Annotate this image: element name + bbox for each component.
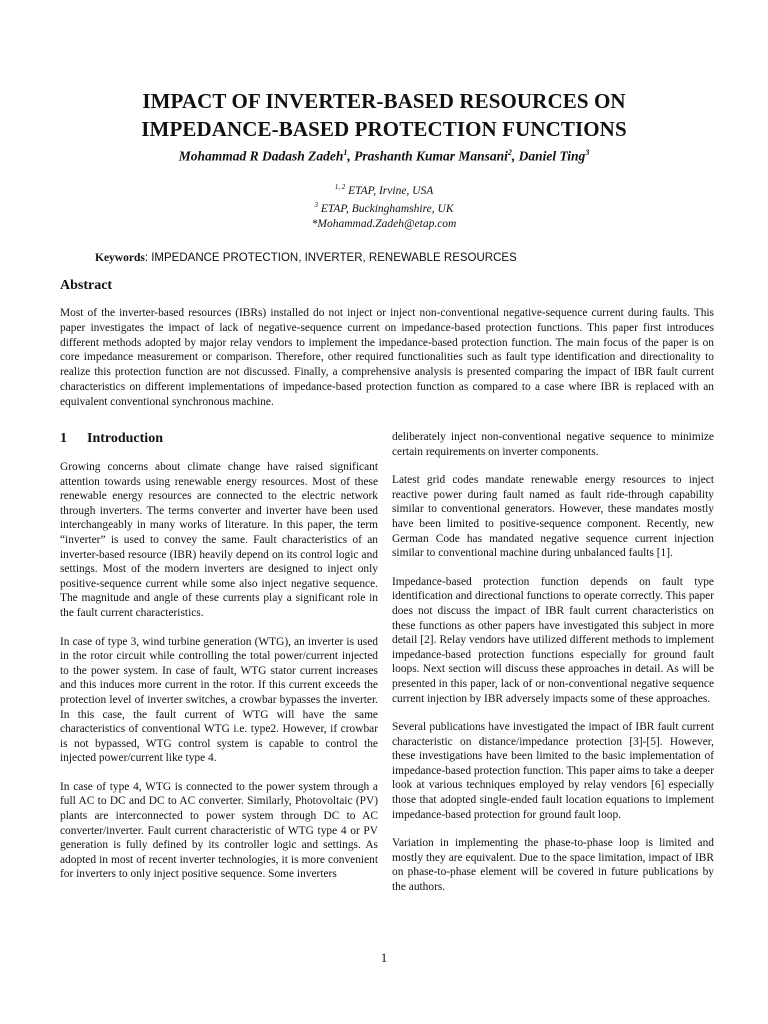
keywords-text: : IMPEDANCE PROTECTION, INVERTER, RENEWABLE RESOURCES	[144, 252, 517, 264]
body-paragraph: Growing concerns about climate change have raised significant attention towards using renewable energy resources. Most of these renewable energy resources are connected to the electric network through inverters. The terms converter and inverter have been used interchangeably in many works of literature. In this paper, the term “inverter” is used to convey the same. Fault characteristics of an inverter-based resource (IBR) heavily depend on its control logic and settings. Most of the modern inverters are designed to inject only positive-sequence current while some also inject negative sequence. The magnitude and angle of these currents play a significant role in the fault current characteristics.	[60, 461, 378, 619]
affiliation-text: ETAP, Buckinghamshire, UK	[317, 203, 454, 216]
author-name: Prashanth Kumar Mansani	[354, 148, 508, 164]
page-number: 1	[380, 950, 388, 965]
affiliations	[200, 180, 568, 231]
body-paragraph: In case of type 4, WTG is connected to the power system through a full AC to DC and DC to AC converter. Similarly, Photovoltaic (PV) plants are interconnected to power system through DC to AC converter/inverter. Fault current characteristic of WTG type 4 or PV generation is fully defined by its controller logic and settings. As adopted in most of recent inverter technologies, it is more convenient for inverters to only inject positive sequence. Some inverters	[60, 780, 378, 881]
author-affiliation-mark: 3	[585, 148, 590, 157]
body-paragraph: Variation in implementing the phase-to-phase loop is limited and mostly they are equivalent. Due to the space limitation, impact of IBR on phase-to-phase element will be covered in future publications by the authors.	[392, 837, 714, 894]
section-heading-introduction	[60, 431, 163, 447]
title-line-1: IMPACT OF INVERTER-BASED RESOURCES ON	[142, 89, 626, 113]
abstract-heading: Abstract	[60, 278, 113, 293]
affiliation-line	[200, 180, 568, 198]
right-column	[392, 430, 714, 909]
author-name: Daniel Ting	[518, 148, 586, 164]
body-paragraph: In case of type 3, wind turbine generation (WTG), an inverter is used in the rotor circuit while controlling the total power/current injected to the power system. In case of fault, WTG stator current increases and this induces more current in the rotor. If this current exceeds the protection level of inverter switches, a crowbar bypasses the inverter. In this case, the fault current of WTG will have the same characteristics of conventional WTG i.e. type2. However, if crowbar is not bypassed, WTG control system is capable to control the injected power/current like type 4.	[60, 635, 378, 765]
author-separator: ,	[511, 148, 519, 164]
affiliation-mark: 1, 2	[334, 183, 346, 191]
author-name: Mohammad R Dadash Zadeh	[178, 148, 344, 164]
left-column	[60, 460, 378, 896]
body-paragraph: Latest grid codes mandate renewable energy resources to inject reactive power during fault named as fault ride-through capability similar to conventional generators. However, these mandates mostly have been limited to positive-sequence component. Recently, new German Code has mandated negative sequence current injection similar to conventional machine during unbalanced faults [1].	[392, 474, 714, 560]
keywords-label: Keywords	[95, 252, 145, 264]
body-paragraph: Impedance-based protection function depends on fault type identification and directional functions to operate correctly. This paper does not discuss the impact of IBR fault current characteristics on these functions as other papers have investigated this subject in more detail [2]. Relay vendors have utilized different methods to implement impedance-based protection functions especially for ground fault loops. Next section will discuss these approaches in detail. As will be presented in this paper, lack of or non-conventional negative sequence current injection by IBR adversely impacts some of these approaches.	[392, 575, 714, 705]
affiliation-mark: 3	[314, 201, 318, 210]
body-paragraph: deliberately inject non-conventional negative sequence to minimize certain requirements on inverter components.	[392, 431, 714, 458]
title-line-2: IMPEDANCE-BASED PROTECTION FUNCTIONS	[141, 117, 627, 141]
section-title: Introduction	[87, 431, 163, 446]
author-affiliation-mark: 1	[343, 148, 348, 157]
author-affiliation-mark: 2	[507, 148, 512, 157]
paper-title	[60, 87, 708, 143]
keywords-line	[95, 252, 517, 264]
affiliation-line	[200, 198, 568, 216]
body-paragraph: Several publications have investigated the impact of IBR fault current characteristic on distance/impedance protection [3]-[5]. However, these investigations have been limited to the basic implementation of impedance-based protection function. This paper aims to take a deeper look at various techniques employed by relay vendors [6] especially those that adopted single-ended fault location equations to implement impedance-based protection for ground fault loop.	[392, 721, 714, 821]
affiliation-text: ETAP, Irvine, USA	[345, 184, 434, 197]
author-list	[40, 148, 728, 165]
author-separator: ,	[347, 148, 355, 164]
section-number: 1	[60, 431, 67, 446]
abstract-body: Most of the inverter-based resources (IBRs) installed do not inject or inject non-conventional negative-sequence current during faults. This paper investigates the impact of lack of negative-sequence current on impedance-based protection functions. This paper first introduces different methods adopted by major relay vendors to implement the impedance-based protection function. The main focus of the paper is on core impedance measurement or comparison. Therefore, other required functionalities such as fault type identification and directionality to realize this protection function are not discussed. Finally, a comprehensive analysis is presented comparing the impact of IBR fault current characteristics on different implementations of impedance-based protection function as compared to a case where IBR is replaced with an equivalent conventional synchronous machine.	[60, 307, 714, 408]
corresponding-email: *Mohammad.Zadeh@etap.com	[311, 217, 457, 230]
